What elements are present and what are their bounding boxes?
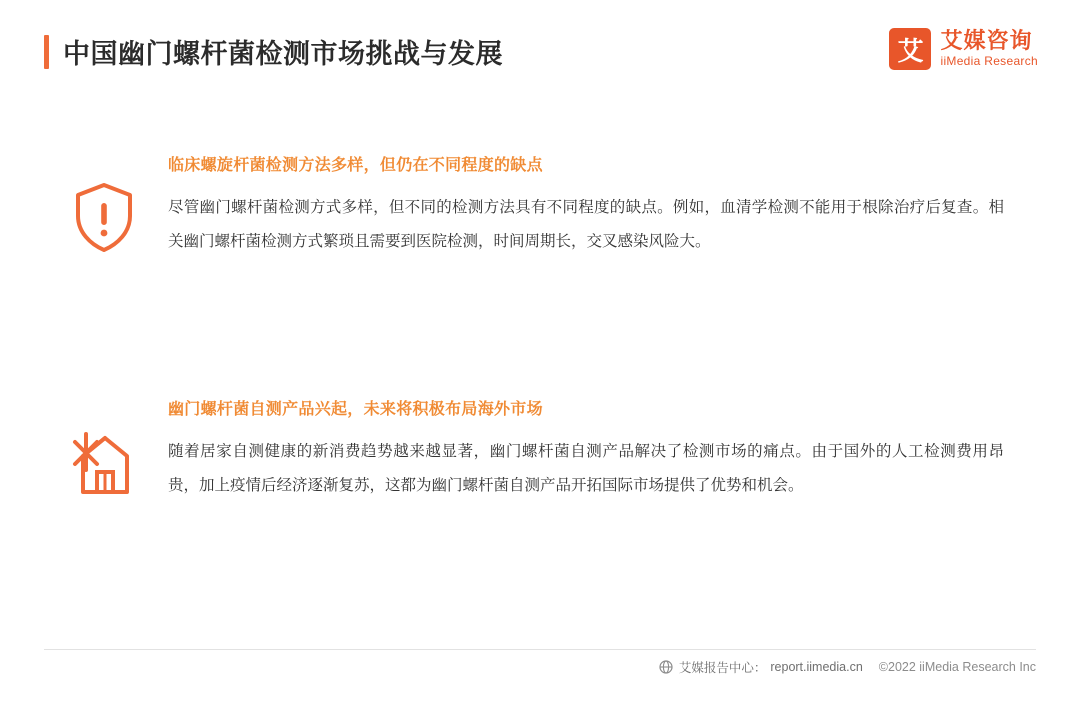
content-block (44, 152, 1004, 259)
block-text-column (164, 152, 1004, 259)
page-header (0, 0, 1080, 108)
block-body: 随着居家自测健康的新消费趋势越来越显著，幽门螺杆菌自测产品解决了检测市场的痛点。由于国外的人工检测费用昂贵，加上疫情后经济逐渐复苏，这都为幽门螺杆菌自测产品开拓国际市场提供了优势和机会。 (168, 443, 1004, 494)
block-icon-column (44, 396, 164, 503)
block-text-column (164, 396, 1004, 503)
footer-brand: 艾媒报告中心： (678, 661, 767, 675)
brand-logo (889, 28, 1038, 70)
content-block (44, 396, 1004, 503)
block-heading: 临床螺旋杆菌检测方法多样，但仍在不同程度的缺点 (168, 157, 543, 174)
logo-mark-icon: 艾 (889, 28, 931, 70)
logo-text (940, 29, 1038, 69)
logo-name-en: iiMedia Research (940, 54, 1038, 68)
block-body: 尽管幽门螺杆菌检测方式多样，但不同的检测方法具有不同程度的缺点。例如，血清学检测不能用于根除治疗后复查。相关幽门螺杆菌检测方式繁琐且需要到医院检测，时间周期长，交叉感染风险大。 (168, 199, 1004, 250)
block-icon-column (44, 152, 164, 259)
title-accent-bar (44, 35, 49, 69)
shield-exclamation-icon (73, 182, 135, 259)
footer-copyright: ©2022 iiMedia Research Inc (878, 660, 1036, 674)
title-wrap (44, 32, 503, 71)
page-footer (44, 649, 1036, 684)
globe-icon (659, 660, 673, 674)
logo-name-cn: 艾媒咨询 (940, 28, 1033, 53)
footer-url[interactable]: report.iimedia.cn (770, 660, 863, 674)
page-title: 中国幽门螺杆菌检测市场挑战与发展 (63, 39, 503, 69)
home-health-icon (67, 426, 141, 503)
block-heading: 幽门螺杆菌自测产品兴起，未来将积极布局海外市场 (168, 401, 543, 418)
